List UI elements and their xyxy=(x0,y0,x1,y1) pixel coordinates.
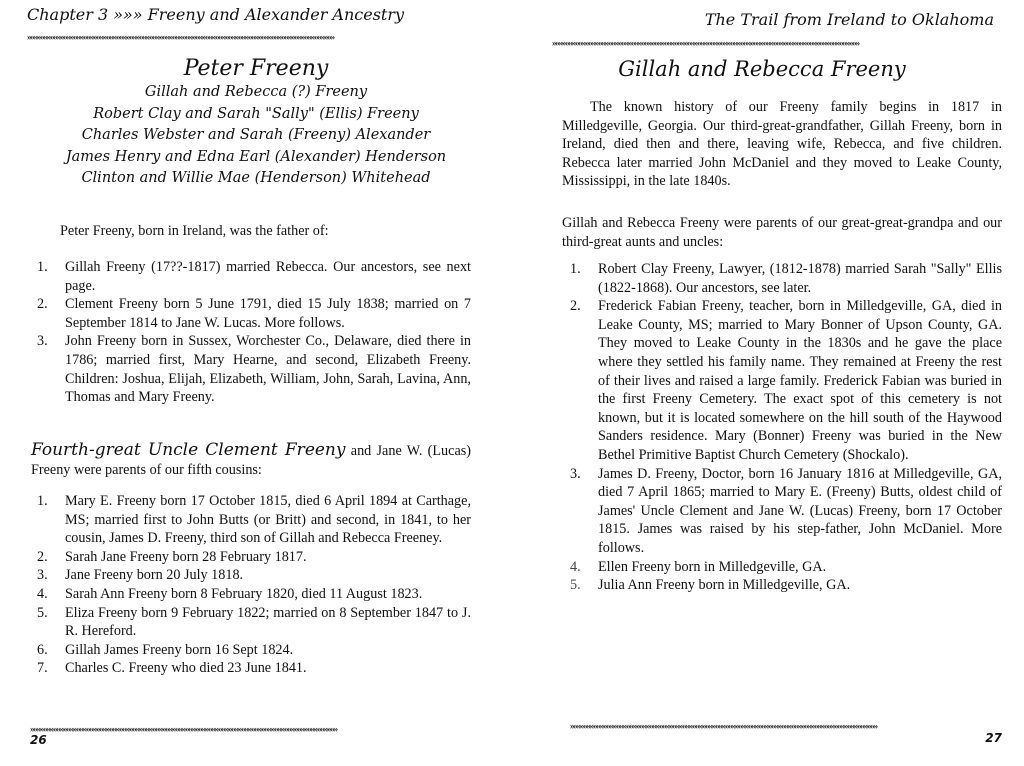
list-number: 6. xyxy=(37,641,48,658)
list-text: James D. Freeny, Doctor, born 16 January 1816 at Milledgeville, GA, died 7 April 1865; married to Mary E. (Freeny) Butts, oldest child of James' Uncle Clement and Jane W. (Lucas) Freeny, born 17 October 1815. James was raised by his step-father, John McDaniel. More follows. xyxy=(598,465,1002,556)
paragraph-2: Gillah and Rebecca Freeny were parents of our great-great-grandpa and our third-great aunts and uncles: xyxy=(562,215,1002,250)
list-item xyxy=(37,332,471,406)
list-item xyxy=(570,297,1002,464)
list-number: 3. xyxy=(570,465,581,482)
children-list-left xyxy=(37,258,471,407)
list-item xyxy=(570,260,1002,297)
page-number-right: 27 xyxy=(985,731,1002,745)
running-head-left: Chapter 3 »»» Freeny and Alexander Ancestry xyxy=(27,5,405,24)
list-number: 5. xyxy=(37,604,48,621)
list-text: Clement Freeny born 5 June 1791, died 15 July 1838; married on 7 September 1814 to Jane W. Lucas. More follows. xyxy=(65,296,471,331)
children-list-right xyxy=(570,260,1002,595)
page-number-left: 26 xyxy=(30,733,47,747)
section-head-rest: and Jane W. (Lucas) Freeny were parents of our fifth cousins: xyxy=(31,443,471,478)
list-text: John Freeny born in Sussex, Worchester Co., Delaware, died there in 1786; married first, Mary Hearne, and second, Elizabeth Freeny. Children: Joshua, Elijah, Elizabeth, William, John, Sarah, Lavina, Ann, Thomas and Mary Freeny. xyxy=(65,333,471,406)
list-number: 3. xyxy=(37,333,48,350)
list-number: 1. xyxy=(37,259,48,275)
section-head-script: Fourth-great Uncle Clement Freeny xyxy=(31,440,346,460)
list-text: Mary E. Freeny born 17 October 1815, died 6 April 1894 at Carthage, MS; married first to John Butts (or Britt) and second, in 1841, to her cousin, James D. Freeny, third son of Gillah and Rebecca Freeney. xyxy=(65,493,471,547)
lineage-line: Gillah and Rebecca (?) Freeny xyxy=(144,84,368,100)
list-number: 7. xyxy=(37,660,48,677)
list-item xyxy=(570,558,1002,577)
lineage-line: Robert Clay and Sarah "Sally" (Ellis) Freeny xyxy=(93,105,419,122)
list-item xyxy=(37,548,471,567)
list-text: Jane Freeny born 20 July 1818. xyxy=(65,567,244,584)
intro-text: Peter Freeny, born in Ireland, was the father of: xyxy=(60,223,329,239)
chevron-rule-bottom-left: »»»»»»»»»»»»»»»»»»»»»»»»»»»»»»»»»»»»»»»»»»»»»»»»»»»»»»»»»»»»»»»»»»»»»»»»»»»»»»»»»»»»»»»»»»»»» xyxy=(30,724,337,734)
lineage-line: Clinton and Willie Mae (Henderson) Whitehead xyxy=(81,170,431,186)
list-text: Ellen Freeny born in Milledgeville, GA. xyxy=(598,558,827,575)
list-item xyxy=(37,585,471,604)
list-number: 3. xyxy=(37,567,48,584)
chevron-rule-bottom-right: »»»»»»»»»»»»»»»»»»»»»»»»»»»»»»»»»»»»»»»»»»»»»»»»»»»»»»»»»»»»»»»»»»»»»»»»»»»»»»»»»»»»»»»»»»»»» xyxy=(570,721,877,731)
list-number: 5. xyxy=(570,577,581,594)
list-number: 1. xyxy=(570,261,581,277)
cousins-list xyxy=(37,492,471,678)
lineage-line: James Henry and Edna Earl (Alexander) Henderson xyxy=(65,148,447,165)
section-paragraph xyxy=(31,441,471,479)
list-number: 4. xyxy=(570,558,581,575)
list-text: Frederick Fabian Freeny, teacher, born in Milledgeville, GA, died in Leake County, MS; married to Mary Bonner of Upson County, GA. They moved to Leake County in the 1830s and he gave the place where they settled his family name. They remained at Freeny the rest of their lives and raised a large family. Frederick Fabian was buried in the first Freeny Cemetery. The exact spot of this cemetery is not known, but it is located somewhere on the hill south of the Haywood Sanders residence. Mary (Bonner) Freeny was buried in the New Bethel Primitive Baptist Church Cemetery (Shockalo). xyxy=(598,298,1002,463)
list-item xyxy=(37,492,471,548)
list-text: Eliza Freeny born 9 February 1822; married on 8 September 1847 to J. R. Hereford. xyxy=(65,604,471,640)
list-number: 2. xyxy=(37,548,48,565)
lineage-title: Peter Freeny xyxy=(183,56,329,81)
list-text: Julia Ann Freeny born in Milledgeville, GA. xyxy=(598,577,851,594)
list-item xyxy=(37,659,471,678)
list-number: 2. xyxy=(37,296,48,313)
chevron-rule-top-left: »»»»»»»»»»»»»»»»»»»»»»»»»»»»»»»»»»»»»»»»»»»»»»»»»»»»»»»»»»»»»»»»»»»»»»»»»»»»»»»»»»»»»»»»»»»»» xyxy=(27,32,334,42)
list-text: Charles C. Freeny who died 23 June 1841. xyxy=(65,660,307,677)
list-item xyxy=(37,604,471,641)
list-text: Gillah James Freeny born 16 Sept 1824. xyxy=(65,641,294,658)
list-number: 1. xyxy=(37,493,48,509)
list-item xyxy=(570,576,1002,595)
list-text: Sarah Ann Freeny born 8 February 1820, died 11 August 1823. xyxy=(65,585,423,602)
right-page xyxy=(512,0,1024,766)
list-text: Robert Clay Freeny, Lawyer, (1812-1878) married Sarah "Sally" Ellis (1822-1868). Our ancestors, see later. xyxy=(598,261,1002,296)
list-item xyxy=(37,258,471,295)
list-text: Gillah Freeny (17??-1817) married Rebecca. Our ancestors, see next page. xyxy=(65,259,471,294)
running-head-right: The Trail from Ireland to Oklahoma xyxy=(704,10,994,29)
chevron-rule-top-right: »»»»»»»»»»»»»»»»»»»»»»»»»»»»»»»»»»»»»»»»»»»»»»»»»»»»»»»»»»»»»»»»»»»»»»»»»»»»»»»»»»»»»»»»»»»»» xyxy=(552,38,859,48)
list-item xyxy=(37,641,471,660)
list-item xyxy=(570,465,1002,558)
list-number: 2. xyxy=(570,298,581,315)
list-item xyxy=(37,566,471,585)
lineage-block xyxy=(0,56,512,190)
list-number: 4. xyxy=(37,585,48,602)
paragraph-1: The known history of our Freeny family begins in 1817 in Milledgeville, Georgia. Our third-great-grandfather, Gillah Freeny, born in Ireland, died then and there, leaving wife, Rebecca, and five children. Rebecca later married John McDaniel and they moved to Leake County, Mississippi, in the late 1840s. xyxy=(562,99,1002,190)
lineage-line: Charles Webster and Sarah (Freeny) Alexander xyxy=(81,127,431,143)
list-text: Sarah Jane Freeny born 28 February 1817. xyxy=(65,548,307,565)
list-item xyxy=(37,295,471,332)
page-title: Gillah and Rebecca Freeny xyxy=(618,57,906,81)
